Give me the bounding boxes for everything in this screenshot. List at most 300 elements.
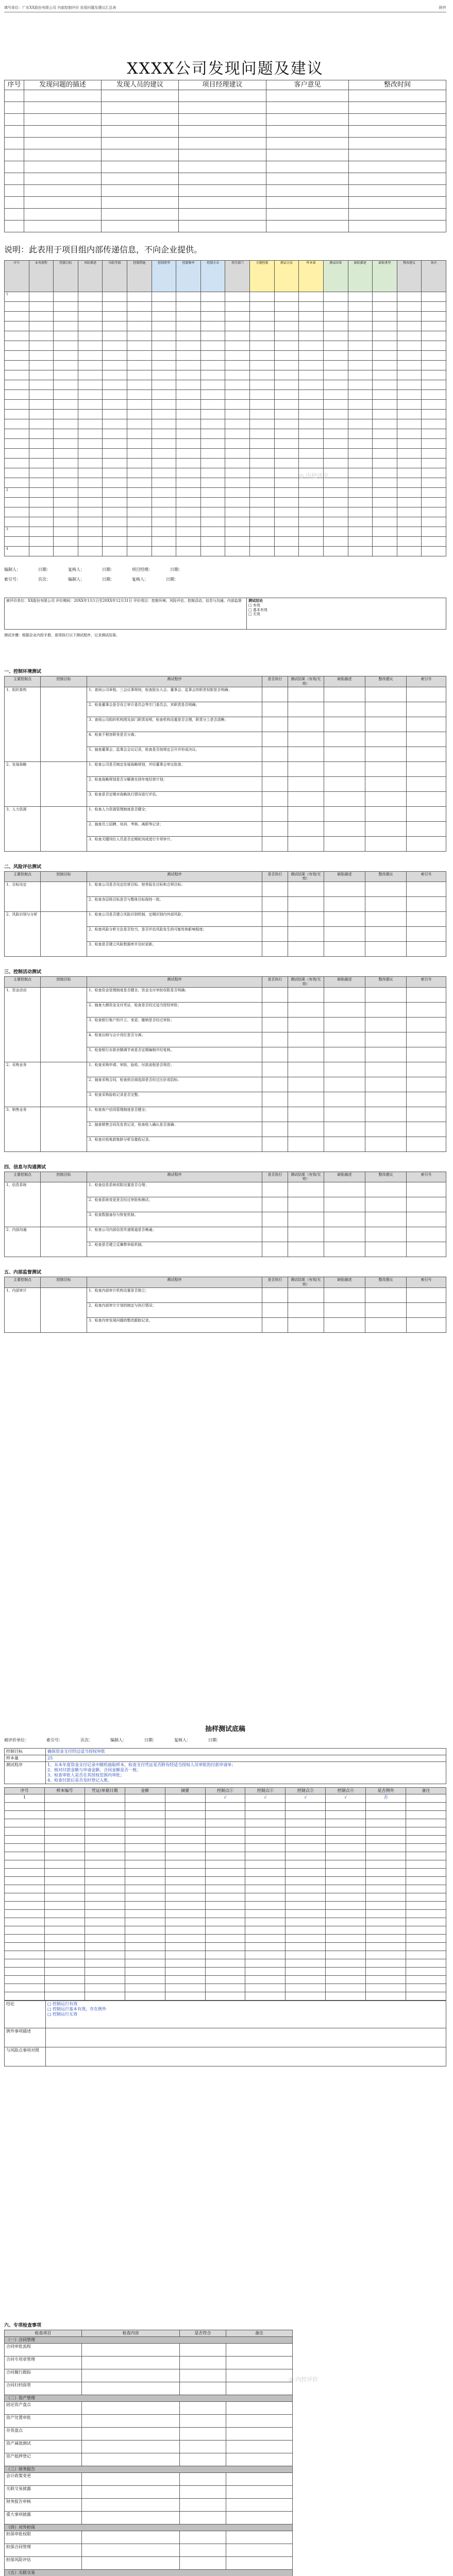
sample-cell[interactable] <box>245 1885 286 1893</box>
sample-cell[interactable] <box>326 1959 366 1968</box>
result-cell[interactable] <box>262 747 288 761</box>
sample-cell[interactable] <box>406 1819 446 1827</box>
sample-cell[interactable] <box>165 1852 205 1860</box>
sample-cell[interactable] <box>245 1852 286 1860</box>
checklist-cell[interactable] <box>180 2369 226 2382</box>
sample-cell[interactable] <box>406 1811 446 1819</box>
checklist-cell[interactable] <box>226 2453 293 2466</box>
sample-cell[interactable] <box>44 1992 85 2001</box>
sample-cell[interactable] <box>5 1827 45 1836</box>
sample-cell[interactable] <box>125 1926 165 1935</box>
sample-cell[interactable] <box>165 1992 205 2001</box>
result-cell[interactable] <box>324 1212 365 1227</box>
checkbox-icon[interactable]: □ <box>248 607 253 612</box>
checklist-cell[interactable] <box>82 2357 180 2369</box>
checklist-cell[interactable] <box>180 2382 226 2395</box>
sample-cell[interactable] <box>5 1951 45 1959</box>
result-cell[interactable] <box>262 1032 288 1047</box>
checklist-cell[interactable] <box>180 2402 226 2415</box>
checklist-cell[interactable] <box>180 2344 226 2357</box>
sample-cell[interactable] <box>286 1893 326 1902</box>
checklist-cell[interactable] <box>180 2428 226 2441</box>
result-cell[interactable] <box>407 806 446 821</box>
sample-cell[interactable] <box>85 1918 125 1926</box>
result-cell[interactable] <box>365 1227 407 1242</box>
result-cell[interactable] <box>407 821 446 836</box>
sample-cell[interactable] <box>5 1877 45 1885</box>
result-cell[interactable] <box>407 1137 446 1151</box>
result-cell[interactable] <box>407 717 446 732</box>
checklist-cell[interactable] <box>226 2544 293 2557</box>
result-cell[interactable] <box>288 1122 324 1137</box>
sample-cell[interactable] <box>286 1885 326 1893</box>
result-cell[interactable] <box>324 1182 365 1197</box>
sample-cell[interactable] <box>205 1852 245 1860</box>
result-cell[interactable] <box>324 1032 365 1047</box>
sample-cell[interactable] <box>406 1827 446 1836</box>
result-cell[interactable] <box>262 836 288 851</box>
result-cell[interactable] <box>407 791 446 806</box>
summary-option[interactable] <box>248 608 444 613</box>
result-cell[interactable] <box>324 1287 365 1302</box>
result-cell[interactable] <box>288 1302 324 1317</box>
sample-cell[interactable] <box>245 1984 286 1992</box>
sample-cell[interactable] <box>366 1803 406 1811</box>
checklist-cell[interactable] <box>82 2473 180 2486</box>
sample-cell[interactable] <box>5 1860 45 1869</box>
sample-cell[interactable] <box>406 1893 446 1902</box>
result-cell[interactable] <box>288 761 324 776</box>
sample-cell[interactable] <box>286 1869 326 1877</box>
result-cell[interactable] <box>262 987 288 1002</box>
result-cell[interactable] <box>324 1062 365 1077</box>
sample-cell[interactable] <box>44 1935 85 1943</box>
sample-cell[interactable] <box>5 1918 45 1926</box>
result-cell[interactable] <box>365 1002 407 1017</box>
sample-cell[interactable] <box>406 1992 446 2001</box>
result-cell[interactable] <box>324 732 365 747</box>
sample-cell[interactable] <box>165 1935 205 1943</box>
sample-cell[interactable] <box>366 1860 406 1869</box>
checklist-cell[interactable] <box>82 2557 180 2570</box>
sample-cell[interactable] <box>85 1885 125 1893</box>
result-cell[interactable] <box>365 732 407 747</box>
result-cell[interactable] <box>288 1182 324 1197</box>
sample-cell[interactable] <box>245 1902 286 1910</box>
sample-cell[interactable] <box>326 1869 366 1877</box>
sample-cell[interactable] <box>245 1860 286 1869</box>
sample-cell[interactable] <box>326 1803 366 1811</box>
checklist-cell[interactable] <box>82 2499 180 2512</box>
conclusion-option[interactable] <box>47 2002 444 2007</box>
sample-cell[interactable] <box>205 1926 245 1935</box>
result-cell[interactable] <box>288 791 324 806</box>
result-cell[interactable] <box>262 1212 288 1227</box>
checklist-cell[interactable] <box>82 2415 180 2428</box>
sample-cell[interactable] <box>406 1794 446 1803</box>
sample-cell[interactable] <box>205 1951 245 1959</box>
sample-cell[interactable] <box>245 1935 286 1943</box>
result-cell[interactable] <box>407 1092 446 1107</box>
result-cell[interactable] <box>365 1182 407 1197</box>
result-cell[interactable] <box>262 1047 288 1062</box>
sample-cell[interactable] <box>406 1885 446 1893</box>
sample-cell[interactable] <box>205 1836 245 1844</box>
result-cell[interactable] <box>262 882 288 897</box>
sample-cell[interactable] <box>125 1976 165 1984</box>
sample-cell[interactable] <box>366 1827 406 1836</box>
sample-cell[interactable] <box>366 1852 406 1860</box>
sample-cell[interactable] <box>286 1910 326 1918</box>
checkbox-icon[interactable]: □ <box>47 2007 53 2011</box>
checkbox-icon[interactable]: □ <box>47 2012 53 2016</box>
checklist-cell[interactable] <box>180 2415 226 2428</box>
checklist-cell[interactable] <box>180 2557 226 2570</box>
sample-cell[interactable] <box>286 1918 326 1926</box>
result-cell[interactable] <box>262 776 288 791</box>
sample-cell[interactable] <box>366 1926 406 1935</box>
sample-cell[interactable]: 否 <box>366 1794 406 1803</box>
sample-cell[interactable] <box>165 1844 205 1852</box>
sample-cell[interactable] <box>165 1860 205 1869</box>
result-cell[interactable] <box>407 1107 446 1122</box>
checklist-cell[interactable] <box>82 2369 180 2382</box>
sample-cell[interactable] <box>85 1844 125 1852</box>
result-cell[interactable] <box>324 1317 365 1332</box>
sample-cell[interactable] <box>85 1951 125 1959</box>
result-cell[interactable] <box>262 717 288 732</box>
checklist-cell[interactable] <box>82 2402 180 2415</box>
checklist-cell[interactable] <box>180 2473 226 2486</box>
result-cell[interactable] <box>288 732 324 747</box>
sample-cell[interactable] <box>286 1984 326 1992</box>
result-cell[interactable] <box>407 687 446 702</box>
sample-cell[interactable] <box>125 1902 165 1910</box>
sample-cell[interactable] <box>125 1819 165 1827</box>
result-cell[interactable] <box>288 1317 324 1332</box>
sample-cell[interactable] <box>165 1819 205 1827</box>
result-cell[interactable] <box>262 1092 288 1107</box>
result-cell[interactable] <box>288 1077 324 1092</box>
result-cell[interactable] <box>262 821 288 836</box>
sample-cell[interactable] <box>326 1902 366 1910</box>
result-cell[interactable] <box>324 1137 365 1151</box>
result-cell[interactable] <box>365 1317 407 1332</box>
checklist-cell[interactable] <box>180 2357 226 2369</box>
result-cell[interactable] <box>365 687 407 702</box>
result-cell[interactable] <box>288 897 324 912</box>
checklist-cell[interactable] <box>82 2512 180 2524</box>
sample-cell[interactable] <box>5 1984 45 1992</box>
result-cell[interactable] <box>324 687 365 702</box>
sample-cell[interactable] <box>125 1959 165 1968</box>
result-cell[interactable] <box>288 1017 324 1032</box>
checklist-cell[interactable] <box>180 2544 226 2557</box>
result-cell[interactable] <box>365 1137 407 1151</box>
sample-cell[interactable] <box>44 1877 85 1885</box>
sample-cell[interactable] <box>5 1968 45 1976</box>
sample-cell[interactable] <box>245 1877 286 1885</box>
sample-cell[interactable] <box>245 1926 286 1935</box>
sample-cell[interactable] <box>5 1844 45 1852</box>
sample-cell[interactable] <box>85 1902 125 1910</box>
result-cell[interactable] <box>365 717 407 732</box>
result-cell[interactable] <box>365 927 407 942</box>
result-cell[interactable] <box>262 687 288 702</box>
result-cell[interactable] <box>407 702 446 717</box>
result-cell[interactable] <box>407 747 446 761</box>
result-cell[interactable] <box>407 927 446 942</box>
result-cell[interactable] <box>262 1077 288 1092</box>
sample-cell[interactable] <box>286 1877 326 1885</box>
sample-cell[interactable] <box>44 1803 85 1811</box>
sample-cell[interactable] <box>5 1869 45 1877</box>
sample-cell[interactable] <box>5 1926 45 1935</box>
sample-cell[interactable] <box>205 1984 245 1992</box>
sample-cell[interactable] <box>165 1836 205 1844</box>
sample-cell[interactable] <box>326 1852 366 1860</box>
sample-cell[interactable] <box>205 1968 245 1976</box>
result-cell[interactable] <box>407 1317 446 1332</box>
sample-cell[interactable] <box>366 1959 406 1968</box>
sample-cell[interactable] <box>286 1836 326 1844</box>
sample-cell[interactable] <box>44 1968 85 1976</box>
sample-cell[interactable] <box>44 1885 85 1893</box>
sample-cell[interactable] <box>44 1984 85 1992</box>
sample-cell[interactable] <box>85 1959 125 1968</box>
sample-cell[interactable] <box>406 1877 446 1885</box>
result-cell[interactable] <box>365 776 407 791</box>
sample-cell[interactable] <box>286 1803 326 1811</box>
sample-cell[interactable] <box>245 1836 286 1844</box>
sample-cell[interactable] <box>366 1976 406 1984</box>
sample-cell[interactable] <box>165 1902 205 1910</box>
result-cell[interactable] <box>324 1197 365 1212</box>
sample-cell[interactable] <box>165 1984 205 1992</box>
result-cell[interactable] <box>288 1107 324 1122</box>
sample-cell[interactable] <box>406 1860 446 1869</box>
sample-cell[interactable] <box>5 1803 45 1811</box>
result-cell[interactable] <box>407 776 446 791</box>
sample-cell[interactable] <box>366 1984 406 1992</box>
result-cell[interactable] <box>365 821 407 836</box>
result-cell[interactable] <box>365 1047 407 1062</box>
sample-cell[interactable] <box>205 1910 245 1918</box>
sample-cell[interactable]: √ <box>326 1794 366 1803</box>
sample-cell[interactable] <box>205 1844 245 1852</box>
result-cell[interactable] <box>324 1242 365 1257</box>
checklist-cell[interactable] <box>82 2344 180 2357</box>
sample-cell[interactable] <box>286 1959 326 1968</box>
sample-cell[interactable] <box>245 1893 286 1902</box>
sample-cell[interactable] <box>205 1803 245 1811</box>
sample-cell[interactable] <box>366 1844 406 1852</box>
result-cell[interactable] <box>407 942 446 957</box>
sample-cell[interactable] <box>44 1869 85 1877</box>
sample-cell[interactable] <box>326 1926 366 1935</box>
checklist-cell[interactable] <box>226 2344 293 2357</box>
result-cell[interactable] <box>365 761 407 776</box>
sample-cell[interactable] <box>85 1976 125 1984</box>
result-cell[interactable] <box>324 806 365 821</box>
sample-cell[interactable] <box>165 1803 205 1811</box>
checklist-cell[interactable] <box>82 2453 180 2466</box>
result-cell[interactable] <box>365 1077 407 1092</box>
result-cell[interactable] <box>262 1197 288 1212</box>
sample-cell[interactable] <box>85 1877 125 1885</box>
sample-cell[interactable] <box>165 1827 205 1836</box>
sample-cell[interactable] <box>326 1918 366 1926</box>
sample-cell[interactable] <box>286 1852 326 1860</box>
result-cell[interactable] <box>407 1197 446 1212</box>
sample-cell[interactable] <box>5 1910 45 1918</box>
result-cell[interactable] <box>365 1107 407 1122</box>
checklist-cell[interactable] <box>226 2428 293 2441</box>
result-cell[interactable] <box>365 912 407 927</box>
result-cell[interactable] <box>365 1287 407 1302</box>
sample-cell[interactable] <box>44 1844 85 1852</box>
checkbox-icon[interactable]: □ <box>248 612 253 617</box>
sample-cell[interactable] <box>366 1811 406 1819</box>
result-cell[interactable] <box>365 1032 407 1047</box>
sample-cell[interactable] <box>286 1926 326 1935</box>
sample-cell[interactable] <box>406 1951 446 1959</box>
sample-cell[interactable] <box>245 1803 286 1811</box>
sample-cell[interactable] <box>165 1943 205 1951</box>
result-cell[interactable] <box>324 1017 365 1032</box>
summary-option[interactable] <box>248 612 444 617</box>
sample-cell[interactable] <box>406 1844 446 1852</box>
sample-cell[interactable] <box>286 1943 326 1951</box>
sample-cell[interactable] <box>326 1910 366 1918</box>
result-cell[interactable] <box>365 987 407 1002</box>
result-cell[interactable] <box>365 942 407 957</box>
result-cell[interactable] <box>262 1002 288 1017</box>
checklist-cell[interactable] <box>226 2402 293 2415</box>
sample-cell[interactable] <box>125 1794 165 1803</box>
sample-cell[interactable] <box>326 1844 366 1852</box>
sample-cell[interactable] <box>245 1869 286 1877</box>
checklist-cell[interactable] <box>226 2415 293 2428</box>
sample-cell[interactable] <box>5 1943 45 1951</box>
sample-cell[interactable] <box>326 1984 366 1992</box>
sample-cell[interactable] <box>85 1869 125 1877</box>
sample-cell[interactable] <box>326 1811 366 1819</box>
sample-cell[interactable] <box>406 1836 446 1844</box>
result-cell[interactable] <box>288 987 324 1002</box>
sample-cell[interactable] <box>85 1893 125 1902</box>
sample-cell[interactable] <box>205 1811 245 1819</box>
result-cell[interactable] <box>324 747 365 761</box>
result-cell[interactable] <box>407 987 446 1002</box>
sample-cell[interactable] <box>245 1943 286 1951</box>
result-cell[interactable] <box>288 687 324 702</box>
sample-cell[interactable] <box>406 1926 446 1935</box>
sample-cell[interactable] <box>366 1885 406 1893</box>
sample-cell[interactable] <box>245 1819 286 1827</box>
result-cell[interactable] <box>288 1212 324 1227</box>
sample-cell[interactable] <box>125 1951 165 1959</box>
result-cell[interactable] <box>288 912 324 927</box>
result-cell[interactable] <box>324 1077 365 1092</box>
result-cell[interactable] <box>365 1092 407 1107</box>
checklist-cell[interactable] <box>226 2499 293 2512</box>
checklist-cell[interactable] <box>82 2441 180 2453</box>
sample-cell[interactable] <box>406 1984 446 1992</box>
sample-cell[interactable] <box>125 1984 165 1992</box>
result-cell[interactable] <box>324 912 365 927</box>
sample-cell[interactable] <box>165 1918 205 1926</box>
sample-cell[interactable] <box>366 1893 406 1902</box>
sample-cell[interactable] <box>366 1877 406 1885</box>
checklist-cell[interactable] <box>82 2531 180 2544</box>
sample-cell[interactable] <box>125 1877 165 1885</box>
sample-cell[interactable] <box>165 1976 205 1984</box>
checklist-cell[interactable] <box>82 2428 180 2441</box>
result-cell[interactable] <box>288 927 324 942</box>
result-cell[interactable] <box>288 1242 324 1257</box>
result-cell[interactable] <box>407 761 446 776</box>
checklist-cell[interactable] <box>180 2486 226 2499</box>
checklist-cell[interactable] <box>180 2453 226 2466</box>
sample-cell[interactable] <box>245 1844 286 1852</box>
conclusion-option[interactable] <box>47 2012 444 2017</box>
result-cell[interactable] <box>262 1287 288 1302</box>
sample-cell[interactable] <box>125 1836 165 1844</box>
result-cell[interactable] <box>324 882 365 897</box>
sample-cell[interactable] <box>366 1968 406 1976</box>
sample-cell[interactable] <box>44 1951 85 1959</box>
checklist-cell[interactable] <box>226 2382 293 2395</box>
sample-cell[interactable] <box>85 1827 125 1836</box>
checklist-cell[interactable] <box>82 2382 180 2395</box>
checklist-cell[interactable] <box>180 2512 226 2524</box>
result-cell[interactable] <box>262 761 288 776</box>
sample-cell[interactable] <box>125 1943 165 1951</box>
result-cell[interactable] <box>324 761 365 776</box>
sample-cell[interactable] <box>326 1992 366 2001</box>
sample-cell[interactable] <box>205 1976 245 1984</box>
result-cell[interactable] <box>407 1002 446 1017</box>
checkbox-icon[interactable]: □ <box>248 603 253 607</box>
sample-cell[interactable] <box>366 1943 406 1951</box>
sample-cell[interactable] <box>245 1918 286 1926</box>
result-cell[interactable] <box>365 1197 407 1212</box>
result-cell[interactable] <box>407 1242 446 1257</box>
sample-cell[interactable] <box>286 1951 326 1959</box>
sample-cell[interactable] <box>44 1918 85 1926</box>
sample-cell[interactable] <box>125 1992 165 2001</box>
sample-cell[interactable]: √ <box>205 1794 245 1803</box>
sample-cell[interactable] <box>326 1885 366 1893</box>
sample-cell[interactable] <box>406 1959 446 1968</box>
sample-cell[interactable] <box>286 1819 326 1827</box>
sample-cell[interactable] <box>245 1951 286 1959</box>
sample-cell[interactable] <box>406 1902 446 1910</box>
sample-cell[interactable]: 1 <box>5 1794 45 1803</box>
sample-cell[interactable] <box>5 1836 45 1844</box>
sample-cell[interactable] <box>406 1935 446 1943</box>
sample-cell[interactable] <box>165 1893 205 1902</box>
result-cell[interactable] <box>407 1182 446 1197</box>
result-cell[interactable] <box>324 897 365 912</box>
result-cell[interactable] <box>365 1062 407 1077</box>
conclusion-option[interactable] <box>47 2007 444 2012</box>
result-cell[interactable] <box>324 821 365 836</box>
result-cell[interactable] <box>288 1227 324 1242</box>
sample-cell[interactable] <box>125 1885 165 1893</box>
sample-cell[interactable] <box>205 1893 245 1902</box>
